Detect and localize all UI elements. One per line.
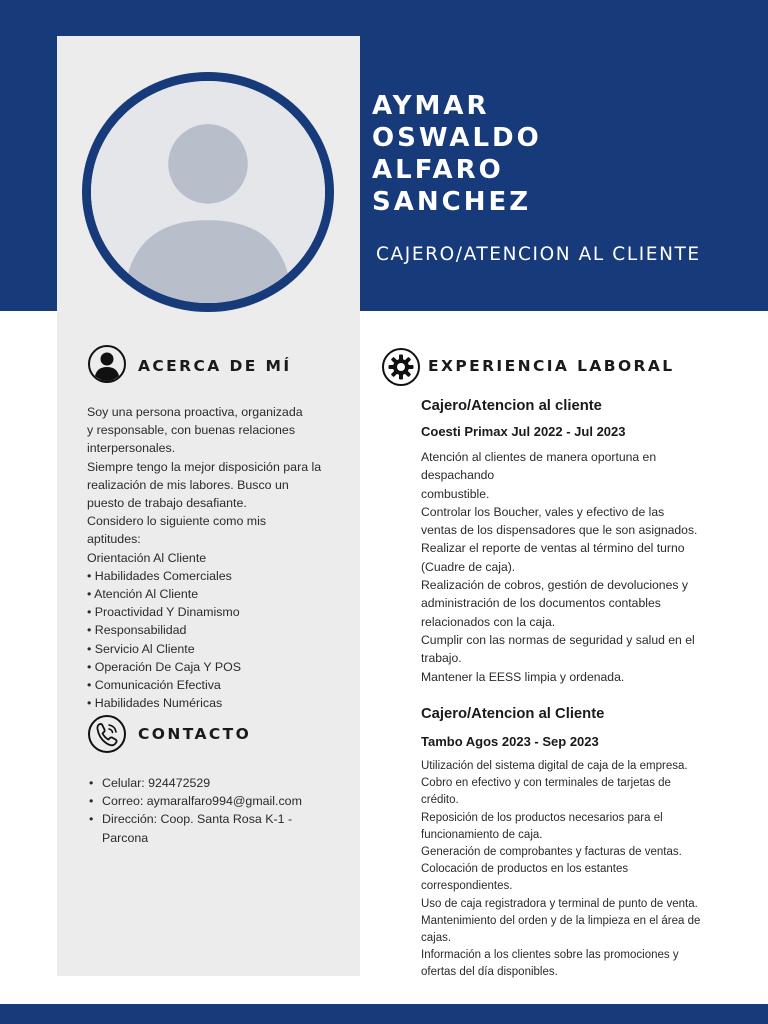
about-text bbox=[87, 403, 349, 712]
job-line: despachando bbox=[421, 468, 495, 483]
job-line: Realizar el reporte de ventas al término del turno bbox=[421, 541, 685, 556]
job-company: Tambo Agos 2023 - Sep 2023 bbox=[421, 734, 599, 749]
job-line: ofertas del día disponibles. bbox=[421, 966, 558, 979]
about-line: puesto de trabajo desafiante. bbox=[87, 496, 247, 511]
about-line: Soy una persona proactiva, organizada bbox=[87, 405, 303, 419]
job-line: Reposición de los productos necesarios para el bbox=[421, 811, 663, 824]
job-line: administración de los documentos contables bbox=[421, 596, 661, 611]
skill-item: • Habilidades Comerciales bbox=[87, 568, 232, 583]
job-line: Cobro en efectivo y con terminales de tarjetas de bbox=[421, 777, 671, 790]
name-line: ALFARO bbox=[372, 155, 504, 185]
job-line: Utilización del sistema digital de caja de la empresa. bbox=[421, 760, 688, 772]
job-line: Mantenimiento del orden y de la limpieza en el área de bbox=[421, 914, 701, 927]
about-line: aptitudes: bbox=[87, 532, 141, 547]
contact-phone: • Celular: 924472529 bbox=[87, 774, 327, 792]
contact-list bbox=[87, 774, 327, 847]
name-line: OSWALDO bbox=[372, 123, 542, 153]
address-line: Dirección: Coop. Santa Rosa K-1 - bbox=[102, 812, 293, 827]
candidate-name bbox=[372, 90, 752, 218]
job-line: funcionamiento de caja. bbox=[421, 828, 543, 841]
contact-address bbox=[87, 810, 327, 846]
about-line: Orientación Al Cliente bbox=[87, 550, 207, 565]
skill-item: • Habilidades Numéricas bbox=[87, 696, 223, 711]
job-description bbox=[421, 758, 751, 982]
job-line: crédito. bbox=[421, 794, 459, 807]
job-line: Colocación de productos en los estantes bbox=[421, 863, 629, 876]
footer-band bbox=[0, 1004, 768, 1024]
about-line: Considero lo siguiente como mis bbox=[87, 514, 267, 529]
skill-item: • Servicio Al Cliente bbox=[87, 641, 195, 656]
skill-item: • Comunicación Efectiva bbox=[87, 678, 221, 693]
about-title: ACERCA DE MÍ bbox=[138, 357, 292, 375]
skill-item: • Atención Al Cliente bbox=[87, 587, 199, 602]
job-line: Cumplir con las normas de seguridad y salud en el bbox=[421, 632, 695, 647]
job-line: trabajo. bbox=[421, 651, 462, 666]
job-line: Atención al clientes de manera oportuna en bbox=[421, 450, 657, 464]
skill-item: • Responsabilidad bbox=[87, 623, 187, 638]
job-line: ventas de los dispensadores que le son asignados. bbox=[421, 523, 698, 538]
skill-item: • Operación De Caja Y POS bbox=[87, 659, 242, 674]
name-line: AYMAR bbox=[372, 91, 490, 121]
job-line: Mantener la EESS limpia y ordenada. bbox=[421, 669, 625, 684]
about-line: y responsable, con buenas relaciones bbox=[87, 423, 296, 438]
profile-photo-placeholder bbox=[82, 72, 334, 312]
job-line: (Cuadre de caja). bbox=[421, 559, 516, 574]
about-line: Siempre tengo la mejor disposición para la bbox=[87, 459, 322, 474]
phone-icon bbox=[87, 714, 127, 754]
job-line: Controlar los Boucher, vales y efectivo de las bbox=[421, 504, 665, 519]
job-line: relacionados con la caja. bbox=[421, 614, 556, 629]
job-line: cajas. bbox=[421, 932, 452, 945]
address-line: Parcona bbox=[102, 830, 149, 845]
job-line: Realización de cobros, gestión de devoluciones y bbox=[421, 578, 688, 593]
job-role: CAJERO/ATENCION AL CLIENTE bbox=[376, 244, 701, 265]
job-line: Uso de caja registradora y terminal de punto de venta. bbox=[421, 897, 698, 910]
name-line: SANCHEZ bbox=[372, 187, 532, 217]
about-line: interpersonales. bbox=[87, 441, 176, 456]
skill-item: • Proactividad Y Dinamismo bbox=[87, 605, 240, 620]
person-icon bbox=[87, 344, 127, 384]
job-title: Cajero/Atencion al Cliente bbox=[421, 706, 605, 722]
job-line: Generación de comprobantes y facturas de ventas. bbox=[421, 846, 682, 859]
experience-title: EXPERIENCIA LABORAL bbox=[428, 357, 675, 375]
about-line: realización de mis labores. Busco un bbox=[87, 477, 289, 492]
job-line: combustible. bbox=[421, 486, 490, 501]
contact-email: • Correo: aymaralfaro994@gmail.com bbox=[87, 792, 327, 810]
job-line: correspondientes. bbox=[421, 880, 513, 893]
job-title: Cajero/Atencion al cliente bbox=[421, 398, 602, 414]
contact-title: CONTACTO bbox=[138, 725, 252, 743]
job-company: Coesti Primax Jul 2022 - Jul 2023 bbox=[421, 424, 626, 439]
gear-icon bbox=[381, 347, 421, 387]
job-line: Información a los clientes sobre las promociones y bbox=[421, 949, 679, 962]
job-description bbox=[421, 448, 751, 686]
